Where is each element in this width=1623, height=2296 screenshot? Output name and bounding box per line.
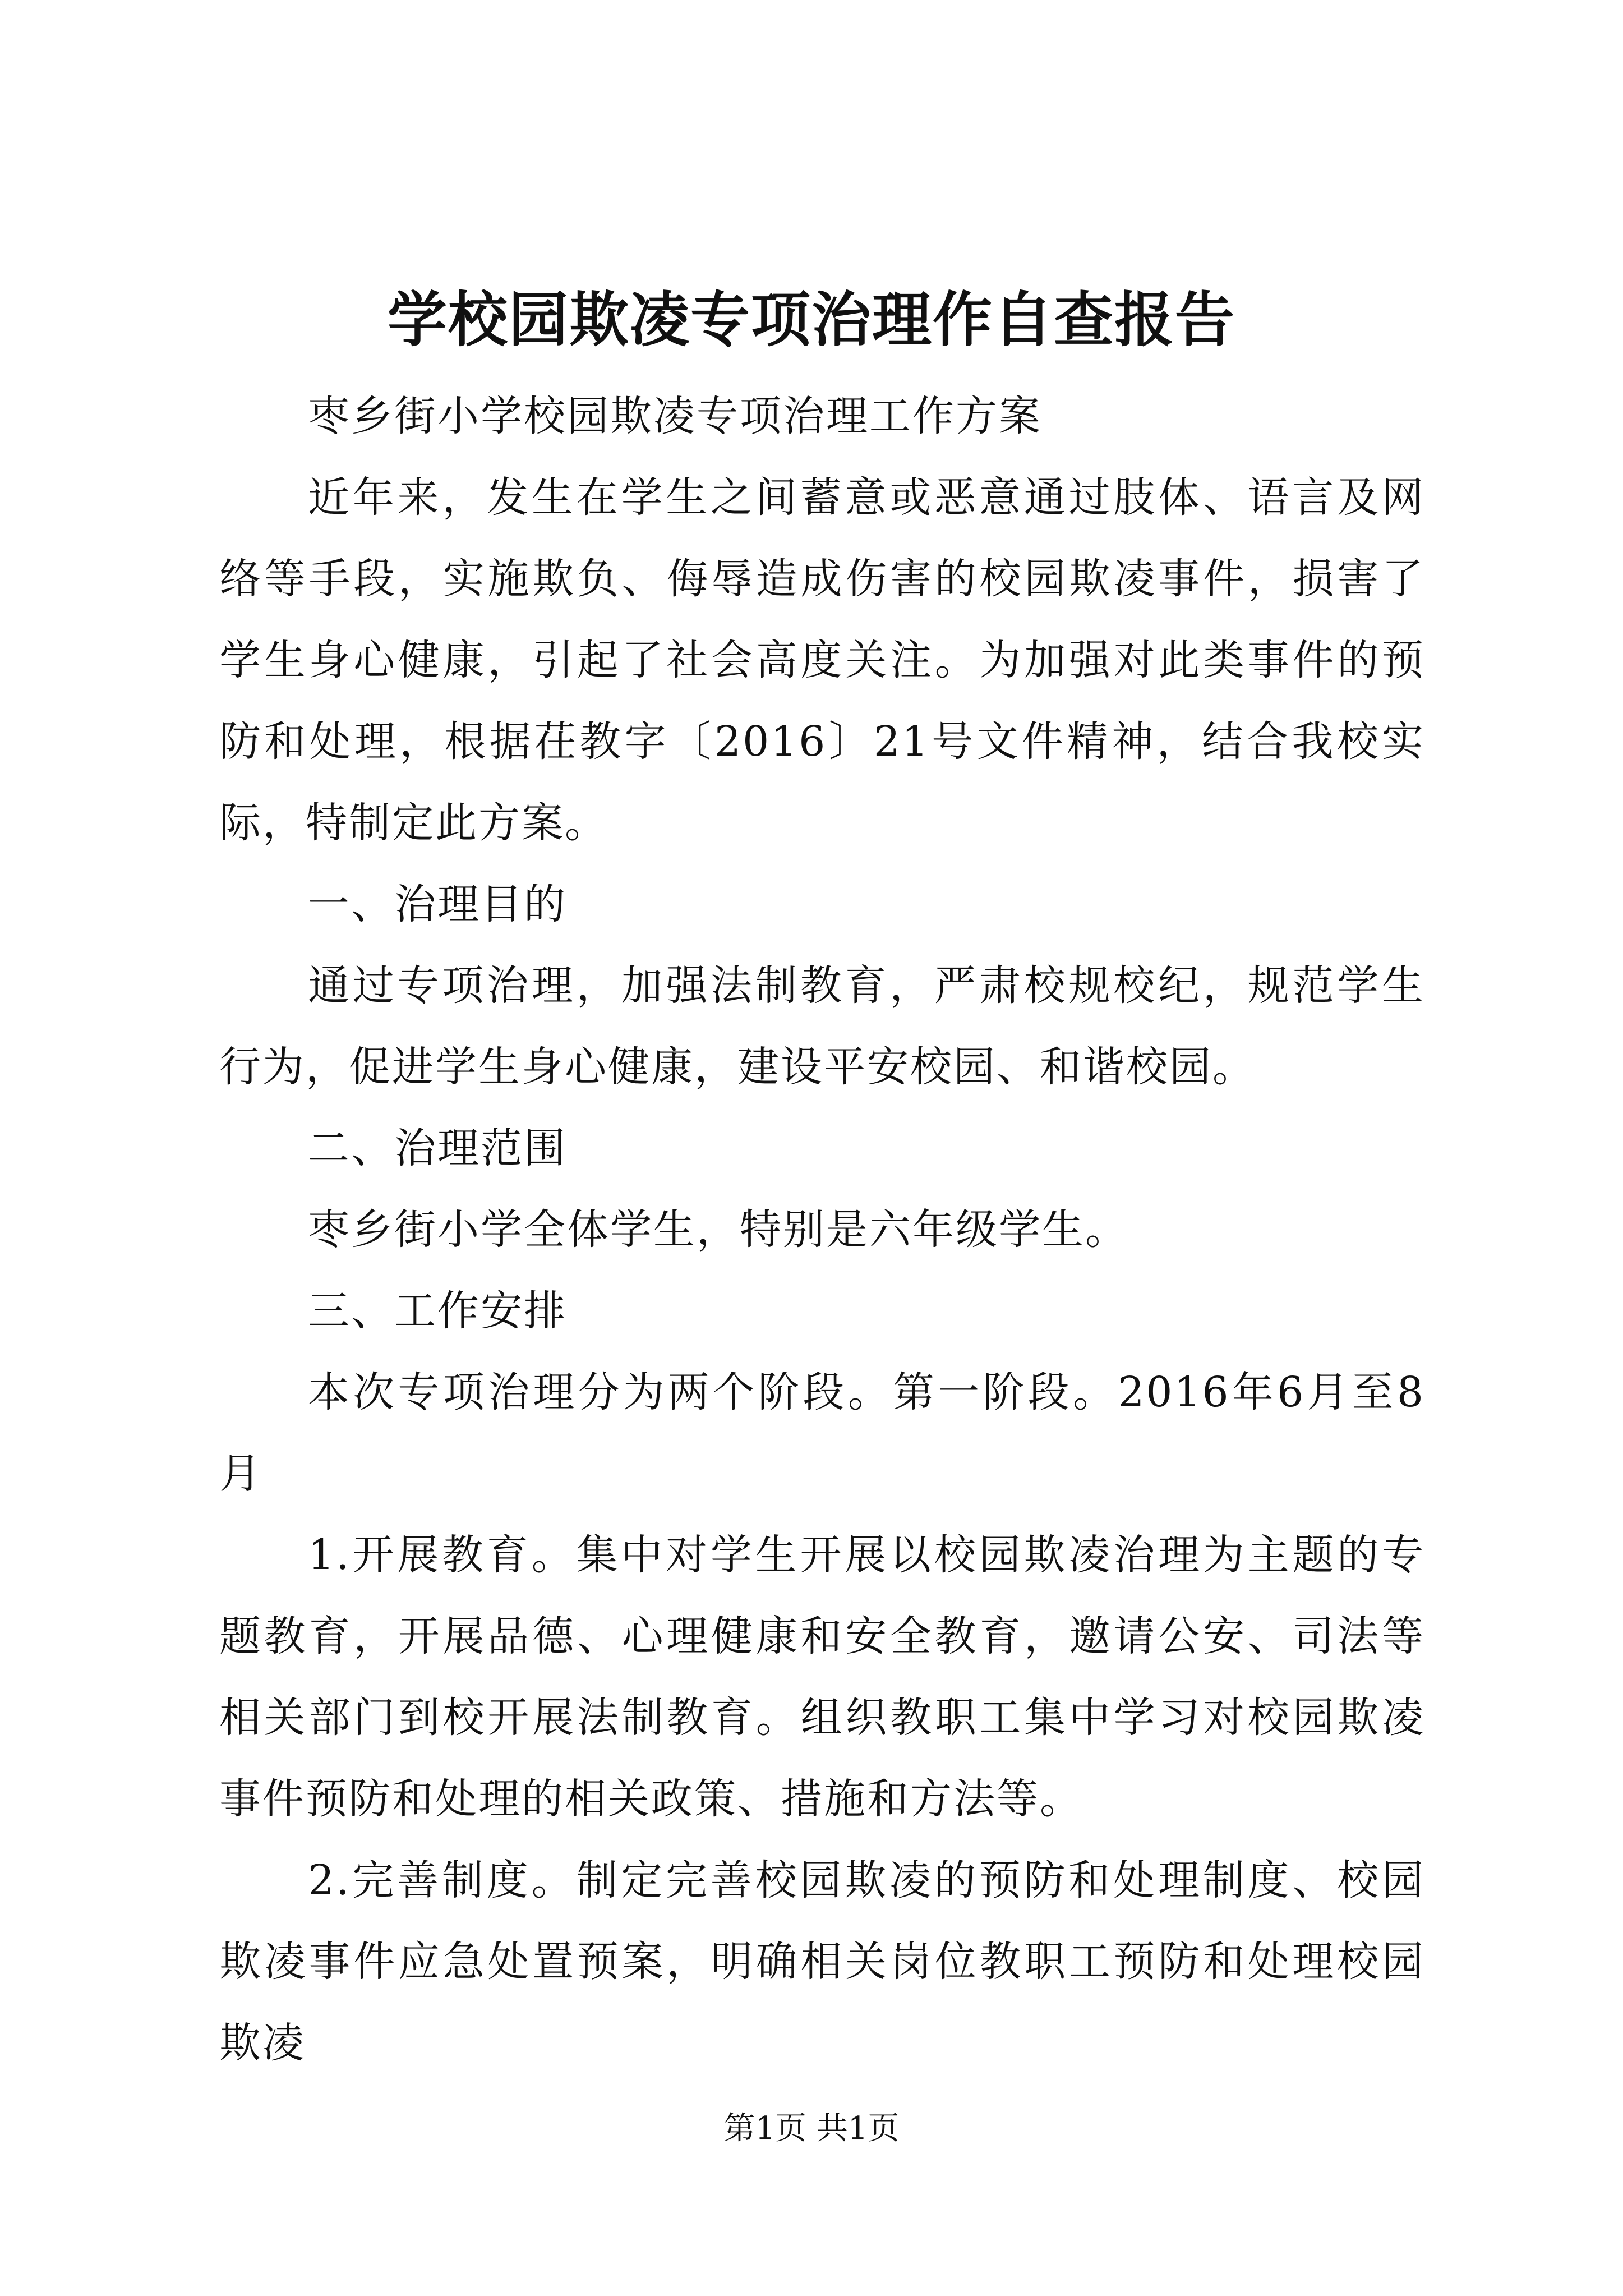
paragraph-item-1: 1.开展教育。集中对学生开展以校园欺凌治理为主题的专题教育，开展品德、心理健康和安全教育，邀请公安、司法等相关部门到校开展法制教育。组织教职工集中学习对校园欺凌事件预防和处理的相关政策、措施和方法等。 bbox=[219, 1531, 1425, 1823]
paragraph-subtitle: 枣乡街小学校园欺凌专项治理工作方案 bbox=[308, 392, 1042, 440]
paragraph-goal: 通过专项治理，加强法制教育，严肃校规校纪，规范学生行为，促进学生身心健康，建设平安校园、和谐校园。 bbox=[219, 961, 1425, 1091]
section-heading-2: 二、治理范围 bbox=[308, 1124, 567, 1172]
paragraph-item-2: 2.完善制度。制定完善校园欺凌的预防和处理制度、校园欺凌事件应急处置预案，明确相关岗位教职工预防和处理校园欺凌 bbox=[219, 1856, 1425, 2067]
section-heading-1: 一、治理目的 bbox=[308, 880, 567, 928]
document-body bbox=[219, 376, 1425, 2084]
section-heading-3: 三、工作安排 bbox=[308, 1287, 567, 1335]
paragraph-scope: 枣乡街小学全体学生，特别是六年级学生。 bbox=[308, 1205, 1128, 1254]
document-title: 学校园欺凌专项治理作自查报告 bbox=[388, 284, 1235, 355]
page-footer: 第1页 共1页 bbox=[723, 2110, 900, 2147]
paragraph-intro: 近年来，发生在学生之间蓄意或恶意通过肢体、语言及网络等手段，实施欺负、侮辱造成伤害的校园欺凌事件，损害了学生身心健康，引起了社会高度关注。为加强对此类事件的预防和处理，根据茌教字〔2016〕21号文件精神，结合我校实际，特制定此方案。 bbox=[219, 473, 1425, 847]
paragraph-schedule: 本次专项治理分为两个阶段。第一阶段。2016年6月至8月 bbox=[219, 1368, 1425, 1498]
